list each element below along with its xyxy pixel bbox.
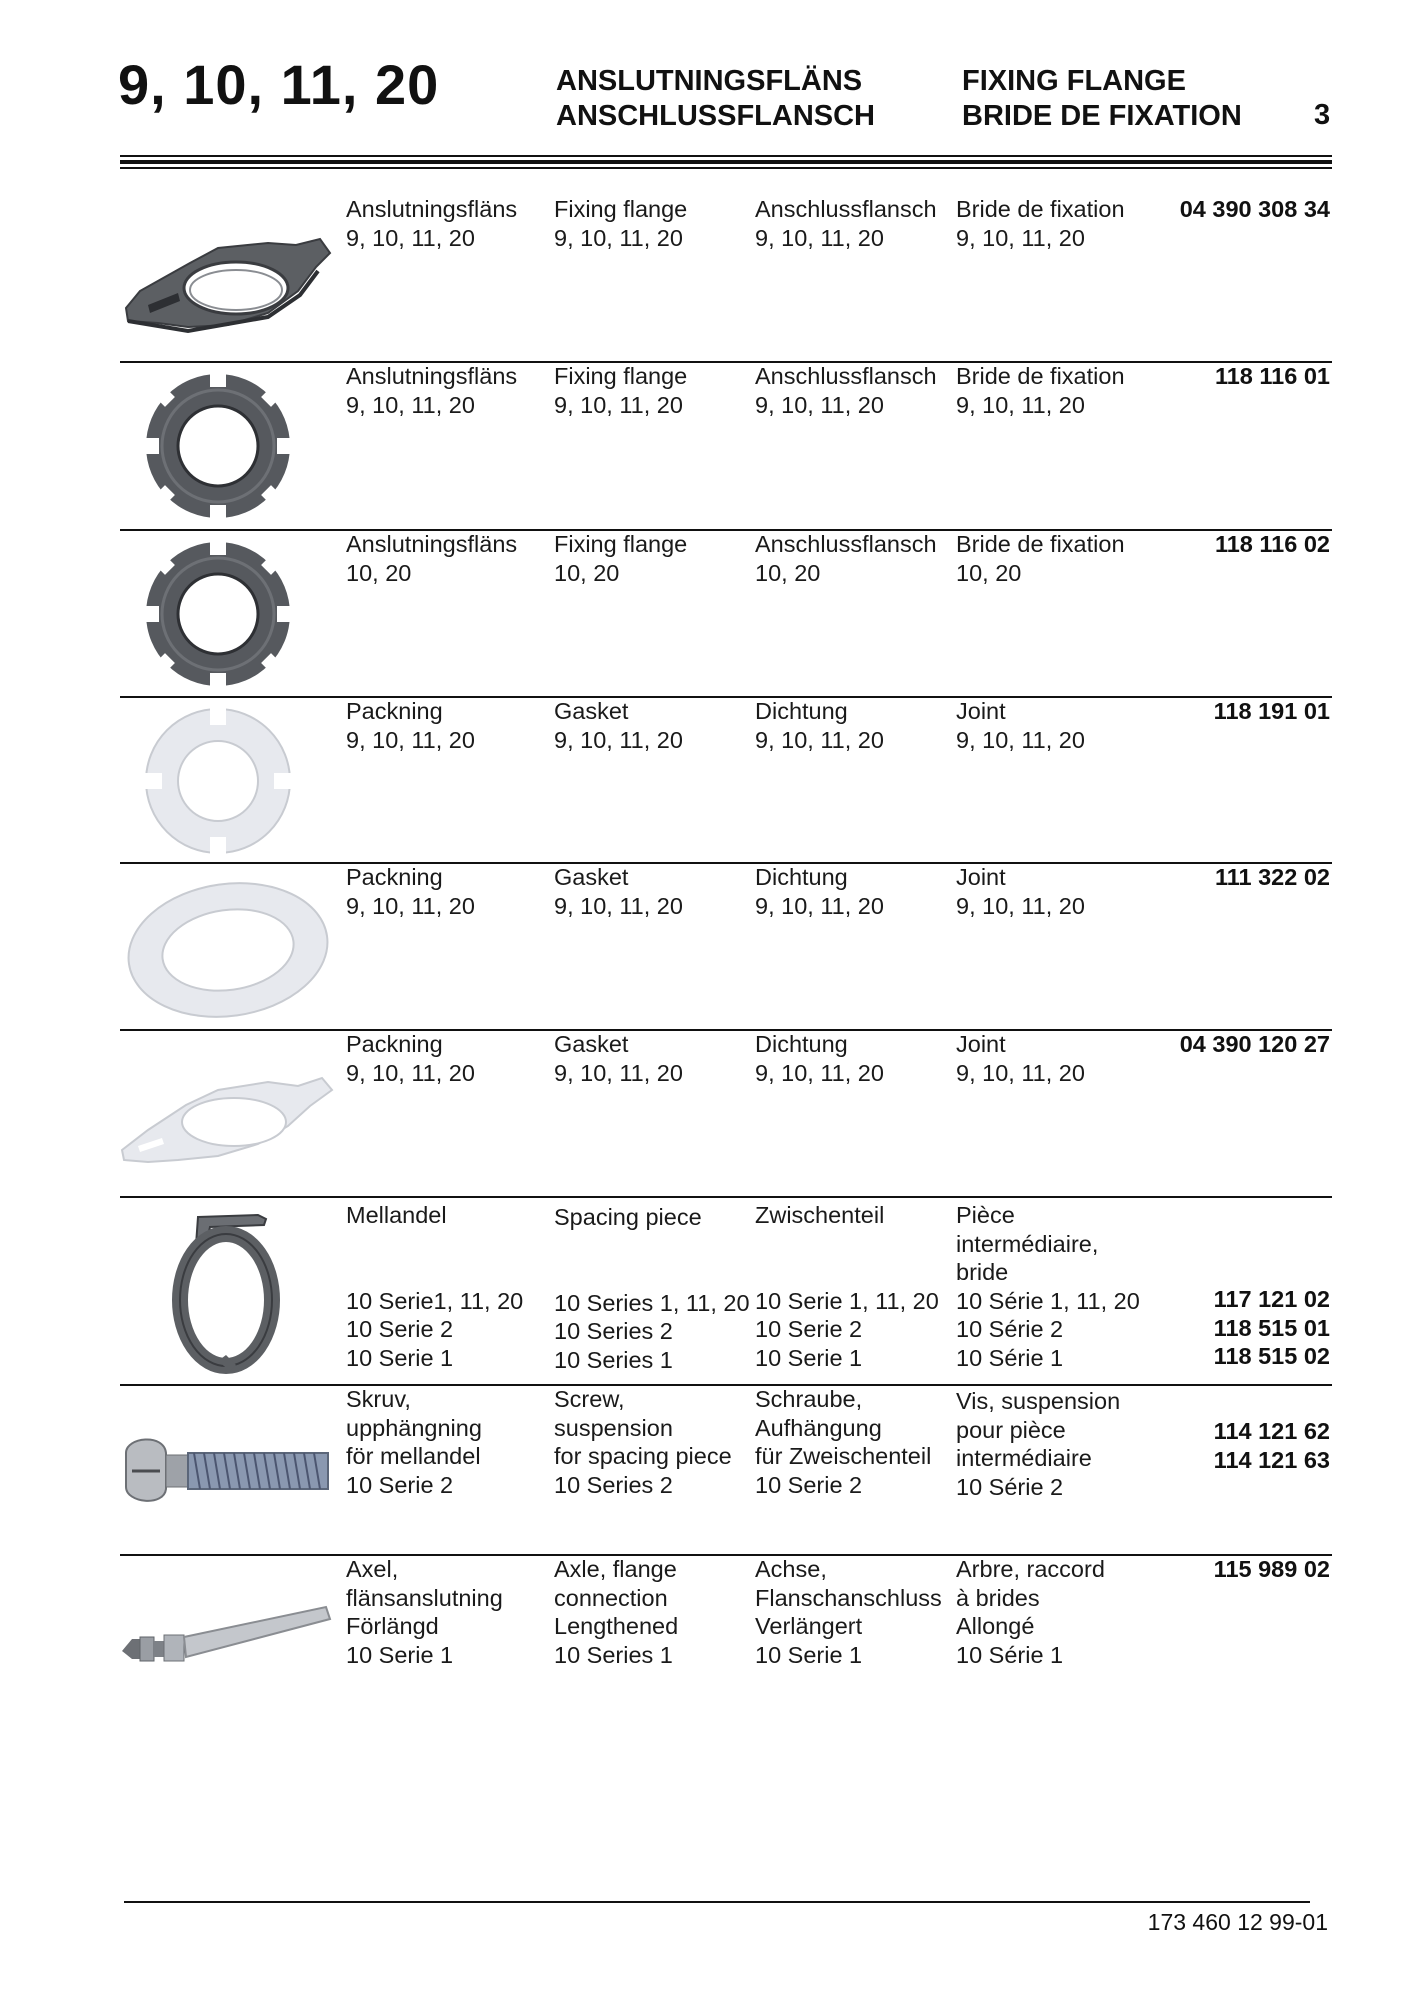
english-description: Screw, suspension for spacing piece 10 Series 2	[554, 1386, 732, 1498]
page-number: 3	[1314, 99, 1331, 131]
german-description: Dichtung 9, 10, 11, 20	[755, 698, 884, 753]
part-number: 118 116 02	[1214, 531, 1330, 557]
swedish-description: Axel, flänsanslutning Förlängd 10 Serie 1	[346, 1556, 503, 1668]
english-description: Spacing piece 10 Series 1, 11, 20 10 Series 2 10 Series 1	[554, 1204, 750, 1373]
swedish-description: Anslutningsfläns 10, 20	[346, 531, 518, 586]
document-code: 173 460 12 99-01	[1147, 1909, 1328, 1935]
french-description: Pièce intermédiaire, bride 10 Série 1, 11, 20 10 Série 2 10 Série 1	[956, 1202, 1140, 1371]
ring-flange-image	[118, 366, 334, 526]
spacing-piece-image	[118, 1205, 334, 1375]
german-description: Anschlussflansch 9, 10, 11, 20	[755, 196, 937, 251]
french-description: Joint 9, 10, 11, 20	[956, 698, 1085, 753]
title-swedish: ANSLUTNINGSFLÄNS	[556, 65, 863, 97]
french-description: Joint 9, 10, 11, 20	[956, 1031, 1085, 1086]
ring-flange-image	[118, 534, 334, 694]
english-description: Axle, flange connection Lengthened 10 Series 1	[554, 1556, 679, 1668]
swedish-description: Packning 9, 10, 11, 20	[346, 1031, 475, 1086]
row-divider	[120, 1196, 1332, 1198]
screw-image	[118, 1429, 334, 1509]
flange-plate-image	[118, 213, 334, 353]
oval-gasket-image	[118, 875, 334, 1025]
footer-rule	[124, 1901, 1310, 1903]
title-swedish-german	[556, 64, 875, 134]
german-description: Zwischenteil 10 Serie 1, 11, 20 10 Serie 2 10 Serie 1	[755, 1202, 939, 1371]
german-description: Anschlussflansch 9, 10, 11, 20	[755, 363, 937, 418]
model-numbers-heading: 9, 10, 11, 20	[118, 53, 440, 116]
part-number: 04 390 120 27	[1179, 1031, 1330, 1057]
part-number: 118 191 01	[1213, 698, 1330, 724]
english-description: Fixing flange 9, 10, 11, 20	[554, 196, 688, 251]
french-description: Joint 9, 10, 11, 20	[956, 864, 1085, 919]
english-description: Gasket 9, 10, 11, 20	[554, 864, 683, 919]
german-description: Achse, Flanschanschluss Verlängert 10 Serie 1	[755, 1556, 942, 1668]
title-english-french	[962, 64, 1242, 134]
english-description: Gasket 9, 10, 11, 20	[554, 1031, 683, 1086]
swedish-description: Anslutningsfläns 9, 10, 11, 20	[346, 196, 518, 251]
part-number: 118 116 01	[1214, 363, 1330, 389]
part-number: 115 989 02	[1213, 1556, 1330, 1582]
french-description: Bride de fixation 9, 10, 11, 20	[956, 363, 1125, 418]
german-description: Anschlussflansch 10, 20	[755, 531, 937, 586]
header-rules	[120, 155, 1332, 172]
french-description: Bride de fixation 10, 20	[956, 531, 1125, 586]
axle-image	[118, 1589, 334, 1669]
part-number: 114 121 62 114 121 63	[1213, 1418, 1330, 1473]
english-description: Gasket 9, 10, 11, 20	[554, 698, 683, 753]
swedish-description: Packning 9, 10, 11, 20	[346, 864, 475, 919]
notched-gasket-image	[118, 701, 334, 861]
title-german: ANSCHLUSSFLANSCH	[556, 100, 875, 132]
part-number: 04 390 308 34	[1179, 196, 1330, 222]
french-description: Vis, suspension pour pièce intermédiaire 10 Série 2	[956, 1388, 1121, 1500]
title-english: FIXING FLANGE	[962, 65, 1186, 97]
title-french: BRIDE DE FIXATION	[962, 100, 1242, 132]
english-description: Fixing flange 10, 20	[554, 531, 688, 586]
english-description: Fixing flange 9, 10, 11, 20	[554, 363, 688, 418]
german-description: Dichtung 9, 10, 11, 20	[755, 1031, 884, 1086]
part-number: 117 121 02 118 515 01 118 515 02	[1213, 1286, 1330, 1369]
french-description: Arbre, raccord à brides Allongé 10 Série 1	[956, 1556, 1105, 1668]
swedish-description: Mellandel 10 Serie1, 11, 20 10 Serie 2 10 Serie 1	[346, 1202, 524, 1371]
swedish-description: Anslutningsfläns 9, 10, 11, 20	[346, 363, 518, 418]
swedish-description: Packning 9, 10, 11, 20	[346, 698, 475, 753]
flange-gasket-image	[118, 1060, 334, 1180]
german-description: Dichtung 9, 10, 11, 20	[755, 864, 884, 919]
german-description: Schraube, Aufhängung für Zweischenteil 10 Serie 2	[755, 1386, 932, 1498]
french-description: Bride de fixation 9, 10, 11, 20	[956, 196, 1125, 251]
swedish-description: Skruv, upphängning för mellandel 10 Serie 2	[346, 1386, 482, 1498]
part-number: 111 322 02	[1214, 864, 1330, 890]
